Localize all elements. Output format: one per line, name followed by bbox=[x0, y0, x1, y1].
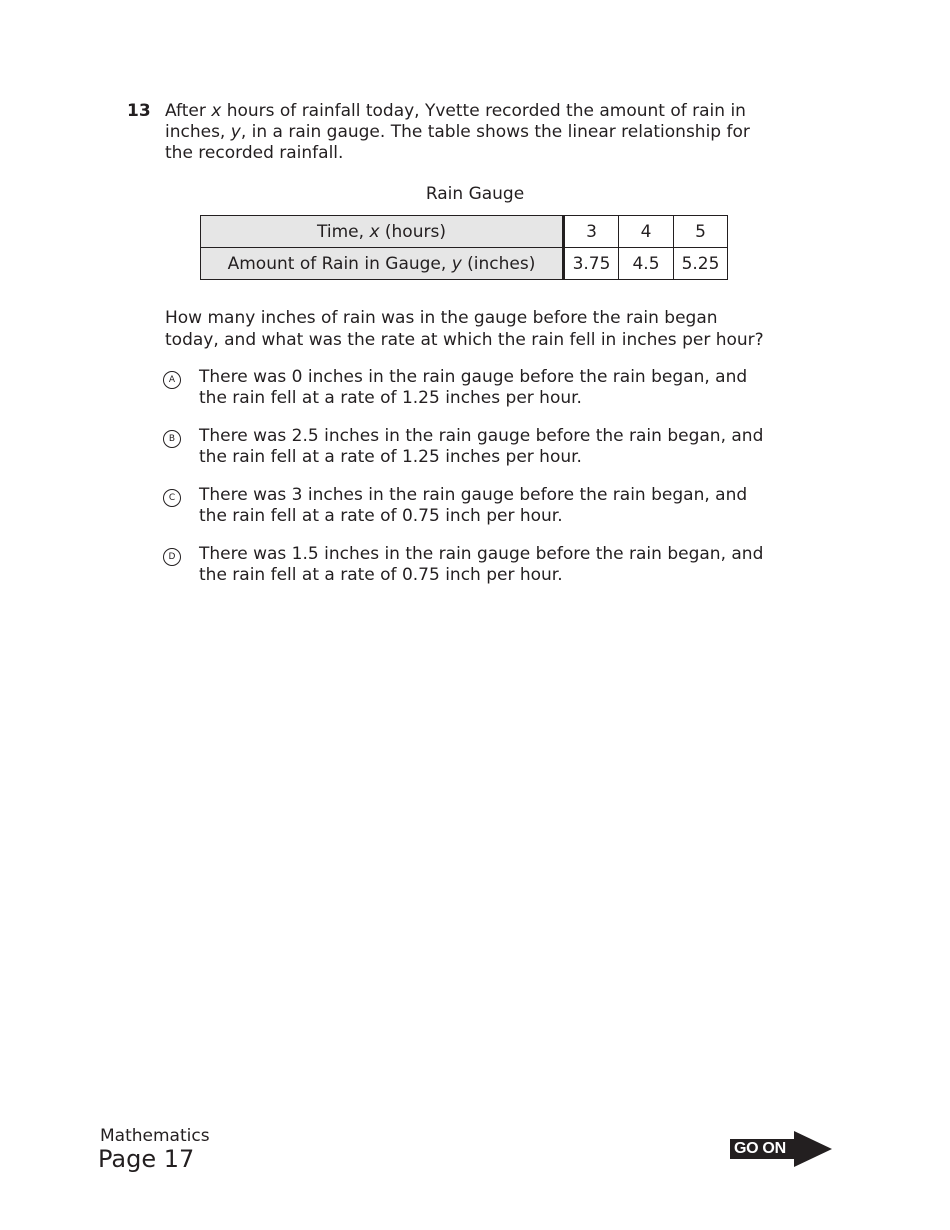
go-on-indicator bbox=[730, 1131, 832, 1167]
header-text: Amount of Rain in Gauge, bbox=[227, 253, 452, 274]
question-stem bbox=[165, 101, 835, 164]
question-number: 13 bbox=[127, 101, 151, 121]
prompt-line-1: How many inches of rain was in the gauge before the rain began bbox=[165, 308, 718, 328]
footer-subject: Mathematics bbox=[100, 1126, 210, 1146]
header-text: (inches) bbox=[461, 253, 536, 274]
table-cell: 4 bbox=[619, 216, 674, 248]
choice-c-bubble[interactable]: C bbox=[163, 489, 181, 507]
table-cell: 3.75 bbox=[564, 248, 619, 280]
table-cell: 5.25 bbox=[674, 248, 728, 280]
table-caption: Rain Gauge bbox=[425, 184, 525, 204]
choice-a[interactable] bbox=[163, 367, 863, 411]
stem-line-1 bbox=[165, 101, 835, 122]
stem-text: hours of rainfall today, Yvette recorded the amount of rain in bbox=[221, 101, 746, 121]
choice-d-text bbox=[199, 544, 859, 586]
stem-text: After bbox=[165, 101, 212, 121]
choice-b-text bbox=[199, 426, 859, 468]
choice-line: the rain fell at a rate of 0.75 inch per hour. bbox=[199, 506, 563, 526]
row-header-rain bbox=[201, 248, 564, 280]
table-cell: 4.5 bbox=[619, 248, 674, 280]
go-on-label: GO ON bbox=[734, 1140, 786, 1157]
row-header-time bbox=[201, 216, 564, 248]
choice-b-bubble[interactable]: B bbox=[163, 430, 181, 448]
choice-line: There was 1.5 inches in the rain gauge before the rain began, and bbox=[199, 544, 764, 564]
table-row bbox=[201, 248, 728, 280]
variable-x: x bbox=[211, 101, 222, 121]
variable-y: y bbox=[451, 253, 462, 274]
stem-text: inches, bbox=[165, 122, 231, 142]
stem-text: , in a rain gauge. The table shows the linear relationship for bbox=[240, 122, 750, 142]
choice-line: the rain fell at a rate of 1.25 inches per hour. bbox=[199, 388, 582, 408]
choice-line: the rain fell at a rate of 1.25 inches per hour. bbox=[199, 447, 582, 467]
table-cell: 3 bbox=[564, 216, 619, 248]
variable-x: x bbox=[369, 221, 380, 242]
choice-d-bubble[interactable]: D bbox=[163, 548, 181, 566]
choice-line: There was 0 inches in the rain gauge before the rain began, and bbox=[199, 367, 748, 387]
header-text: Time, bbox=[317, 221, 370, 242]
choice-c[interactable] bbox=[163, 485, 863, 529]
choice-b[interactable] bbox=[163, 426, 863, 470]
header-text: (hours) bbox=[379, 221, 446, 242]
choice-line: There was 2.5 inches in the rain gauge before the rain began, and bbox=[199, 426, 764, 446]
choice-c-text bbox=[199, 485, 859, 527]
table-row bbox=[201, 216, 728, 248]
variable-y: y bbox=[230, 122, 241, 142]
page-number: Page 17 bbox=[98, 1145, 195, 1173]
prompt-line-2: today, and what was the rate at which the rain fell in inches per hour? bbox=[165, 330, 764, 350]
stem-line-3: the recorded rainfall. bbox=[165, 143, 344, 163]
rain-gauge-table bbox=[200, 215, 728, 280]
choice-line: the rain fell at a rate of 0.75 inch per hour. bbox=[199, 565, 563, 585]
choice-d[interactable] bbox=[163, 544, 863, 588]
choice-line: There was 3 inches in the rain gauge before the rain began, and bbox=[199, 485, 748, 505]
choice-a-bubble[interactable]: A bbox=[163, 371, 181, 389]
question-prompt bbox=[165, 307, 865, 351]
stem-line-2 bbox=[165, 122, 835, 143]
table-cell: 5 bbox=[674, 216, 728, 248]
choice-a-text bbox=[199, 367, 859, 409]
